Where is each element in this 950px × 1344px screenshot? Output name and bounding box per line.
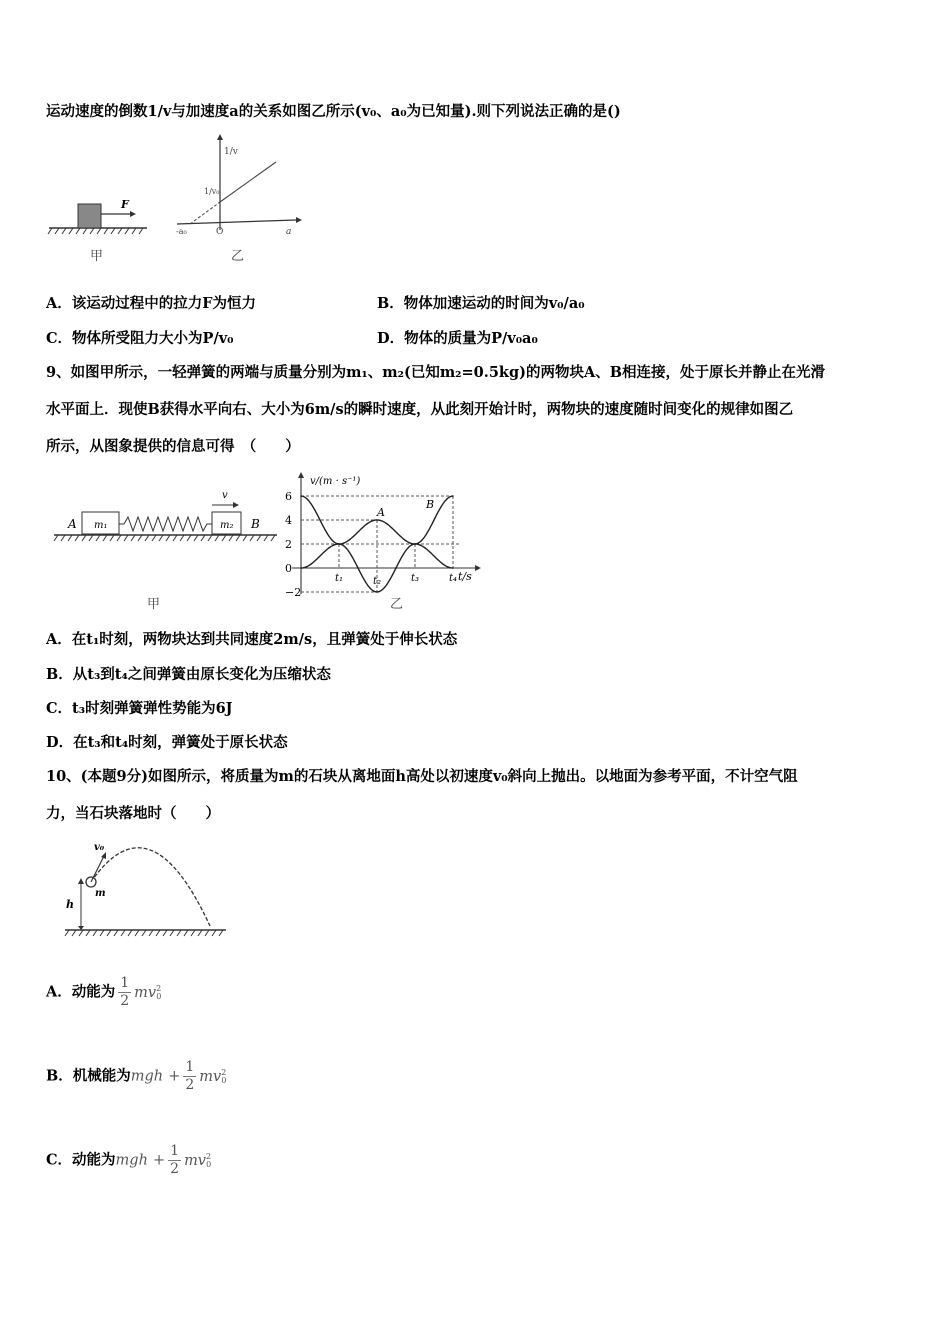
point-B	[376, 591, 378, 593]
point-B	[452, 495, 454, 497]
y-tick-label: 6	[285, 490, 292, 503]
block-b-label: B	[251, 517, 260, 531]
y-tick-label: 0	[285, 562, 292, 575]
q9-stem-line2: 水平面上．现使B获得水平向右、大小为6m/s的瞬时速度，从此刻开始计时，两物块的速度随时间变化的规律如图乙	[46, 401, 794, 418]
q8-option-d: D．物体的质量为P/v₀a₀	[377, 330, 538, 347]
q10-option-a-label: A．动能为	[46, 983, 116, 1001]
caption-yi: 乙	[231, 249, 245, 264]
y-axis-label: 1/v	[224, 147, 238, 157]
m1-label: m₁	[94, 520, 108, 531]
x-tick-label: t₃	[411, 573, 420, 584]
x-axis-label: a	[286, 227, 292, 237]
q8-option-b: B．物体加速运动的时间为v₀/a₀	[377, 295, 585, 312]
q10-option-c: C．动能为mgh + $\frac{1}{2}$ $mv^2_0$	[46, 1143, 212, 1177]
point-B	[338, 543, 340, 545]
curve-b-label: B	[426, 498, 435, 511]
point-A	[300, 567, 302, 569]
y-tick-label: 2	[285, 538, 292, 551]
q10-figure	[60, 836, 235, 940]
point-A	[376, 519, 378, 521]
point-A	[452, 567, 454, 569]
m2-label: m₂	[220, 520, 234, 531]
x-tick-label: t₂	[373, 576, 382, 587]
origin-label: O	[216, 227, 224, 237]
y-tick-label: 4	[285, 514, 292, 527]
block-a-label: A	[68, 517, 77, 531]
q9-option-b: B．从t₃到t₄之间弹簧由原长变化为压缩状态	[46, 666, 331, 683]
fraction-half: $\frac{1}{2}$	[170, 1143, 180, 1177]
intercept-label: 1/v₀	[204, 187, 220, 196]
q10-option-c-label: C．动能为	[46, 1151, 116, 1169]
q8-option-a: A．该运动过程中的拉力F为恒力	[46, 295, 257, 312]
m-label: m	[95, 888, 106, 899]
v-label: v	[222, 490, 228, 501]
mv0-squared: $mv^2_0$	[199, 1067, 227, 1085]
curve-a-label: A	[377, 506, 385, 519]
q8-figure	[44, 134, 314, 270]
neg-a0-label: -a₀	[176, 227, 187, 236]
q8-fig-jia	[48, 198, 147, 264]
q9-stem-line3: 所示，从图象提供的信息可得 （ ）	[46, 438, 300, 455]
y-tick-label: −2	[285, 586, 302, 599]
chart-x-label: t/s	[458, 570, 472, 583]
q8-fig-yi	[176, 134, 302, 264]
q10-option-a	[46, 975, 161, 1010]
caption-jia: 甲	[90, 249, 104, 264]
point-B	[414, 543, 416, 545]
force-label: F	[121, 198, 129, 211]
fraction-half: $\frac{1}{2}$	[185, 1059, 195, 1093]
x-tick-label: t₄	[449, 573, 458, 584]
v0-label: v₀	[94, 842, 105, 853]
chart-y-label: v/(m · s⁻¹)	[310, 476, 361, 487]
q9-stem-line1: 9、如图甲所示，一轻弹簧的两端与质量分别为m₁、m₂(已知m₂=0.5kg)的两物块A、B相连接，处于原长并静止在光滑	[46, 364, 825, 381]
fraction-half: $\frac{1}{2}$	[120, 975, 130, 1009]
q8-stem: 运动速度的倒数1/v与加速度a的关系如图乙所示(v₀、a₀为已知量).则下列说法正确的是()	[46, 103, 621, 120]
q9-option-d: D．在t₃和t₄时刻，弹簧处于原长状态	[46, 734, 288, 751]
mv0-squared: $mv^2_0$	[184, 1151, 212, 1169]
q9-option-a: A．在t₁时刻，两物块达到共同速度2m/s，且弹簧处于伸长状态	[46, 631, 458, 648]
q10-stem-line2: 力，当石块落地时（ ）	[46, 805, 220, 822]
caption-yi-9: 乙	[390, 597, 404, 612]
q10-option-b-label: B．机械能为	[46, 1067, 131, 1085]
q10-option-b: B．机械能为mgh + $\frac{1}{2}$ $mv^2_0$	[46, 1059, 227, 1093]
x-tick-label: t₁	[335, 573, 344, 584]
q10-stem-line1: 10、(本题9分)如图所示，将质量为m的石块从离地面h高处以初速度v₀斜向上抛出。以地面为参考平面，不计空气阻	[46, 768, 798, 785]
q9-option-c: C．t₃时刻弹簧弹性势能为6J	[46, 700, 233, 717]
q9-fig-jia	[54, 490, 277, 612]
q8-option-c: C．物体所受阻力大小为P/v₀	[46, 330, 234, 347]
h-label: h	[66, 898, 74, 911]
q9-figure	[52, 470, 492, 615]
caption-jia-9: 甲	[147, 597, 161, 612]
point-B	[300, 495, 302, 497]
q9-chart	[285, 472, 481, 612]
mv0-squared: $mv^2_0$	[134, 983, 162, 1001]
